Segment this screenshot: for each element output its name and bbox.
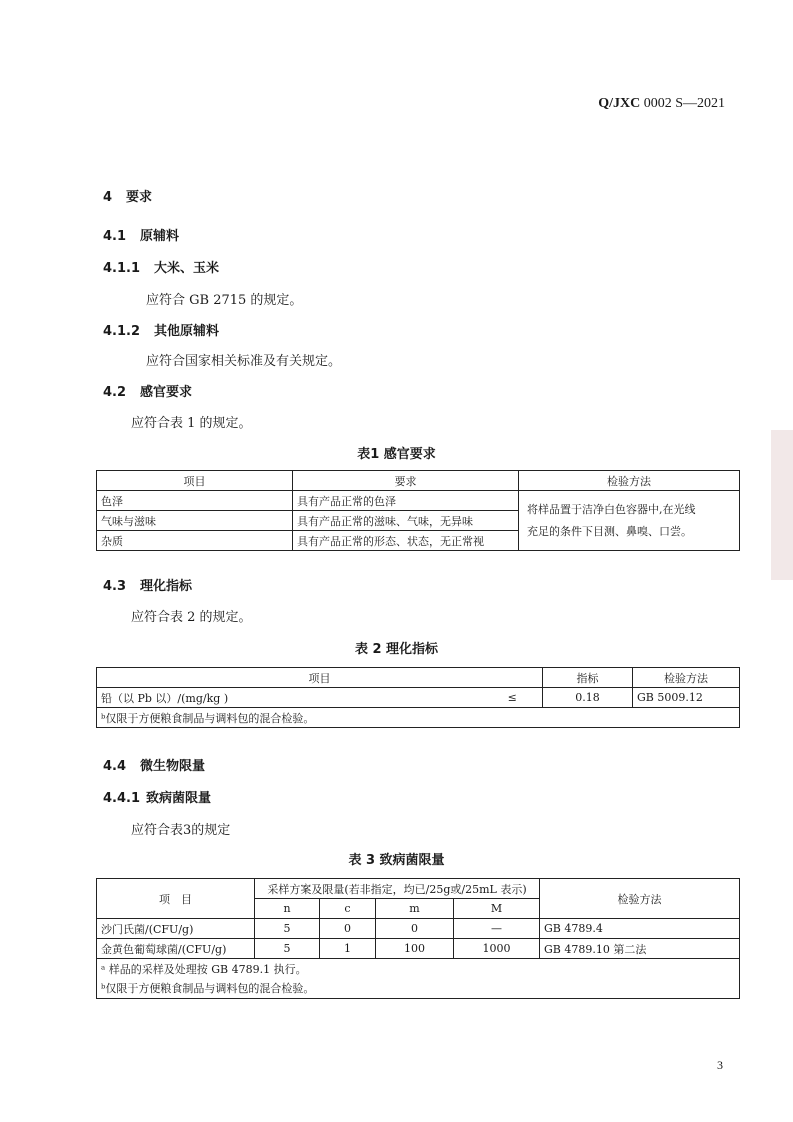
section-4-2-heading: 4.2 感官要求 (103, 385, 193, 400)
table-row (97, 688, 740, 708)
table2-method: GB 5009.12 (632, 688, 739, 708)
table1-cell: 杂质 (97, 531, 293, 551)
section-4-1-heading: 4.1 原辅料 (103, 229, 180, 244)
table2-sign: ≤ (482, 688, 542, 708)
table3-cell: — (454, 919, 540, 939)
table1-cell: 色泽 (97, 491, 293, 511)
section-4-1-1-heading: 4.1.1 大米、玉米 (103, 261, 220, 276)
table3-cell: 100 (376, 939, 454, 959)
table2-header-item: 项目 (97, 668, 543, 688)
table1-method-cell: 将样品置于洁净白色容器中,在光线 充足的条件下目测、鼻嗅、口尝。 (519, 491, 740, 551)
table1-header-method: 检验方法 (519, 471, 740, 491)
table3-cell: 1000 (454, 939, 540, 959)
table3-header-plan: 采样方案及限量(若非指定，均已/25g或/25mL 表示) (255, 879, 540, 899)
section-4-3-heading: 4.3 理化指标 (103, 579, 193, 594)
table3-cell: 0 (376, 919, 454, 939)
section-4-1-2-heading: 4.1.2 其他原辅料 (103, 324, 220, 339)
table3-cell: GB 4789.10 第二法 (540, 939, 740, 959)
table1-cell: 具有产品正常的滋味、气味，无异味 (293, 511, 519, 531)
seal-stamp-edge (771, 430, 793, 580)
table3-sub-n: n (255, 899, 320, 919)
table3-cell: GB 4789.4 (540, 919, 740, 939)
table3-cell: 0 (320, 919, 376, 939)
table1-cell: 具有产品正常的色泽 (293, 491, 519, 511)
page-number: 3 (717, 1058, 723, 1072)
table1-header-requirement: 要求 (293, 471, 519, 491)
document-code: Q/JXC 0002 S—2021 (598, 96, 725, 111)
table1-cell: 具有产品正常的形态、状态，无正常视 (293, 531, 519, 551)
table-row (97, 939, 740, 959)
table3-note-b: ᵇ仅限于方便粮食制品与调料包的混合检验。 (97, 979, 740, 999)
table2 (96, 667, 740, 728)
table2-header-value: 指标 (542, 668, 632, 688)
table3-cell: 金黄色葡萄球菌/(CFU/g) (97, 939, 255, 959)
section-4-2-text: 应符合表 1 的规定。 (131, 416, 252, 431)
table3-caption: 表 3 致病菌限量 (348, 853, 445, 868)
table3-cell: 5 (255, 919, 320, 939)
table3-sub-c: c (320, 899, 376, 919)
table3-sub-M: M (454, 899, 540, 919)
section-4-4-1-heading: 4.4.1 致病菌限量 (103, 791, 212, 806)
table3 (96, 878, 740, 999)
table-row (97, 919, 740, 939)
table2-caption: 表 2 理化指标 (354, 642, 439, 657)
section-4-4-1-text: 应符合表3的规定 (131, 823, 231, 838)
table2-header-method: 检验方法 (632, 668, 739, 688)
table3-sub-m: m (376, 899, 454, 919)
section-4-4-heading: 4.4 微生物限量 (103, 759, 206, 774)
table3-note-a: ᵃ 样品的采样及处理按 GB 4789.1 执行。 (97, 959, 740, 979)
table1 (96, 470, 740, 551)
section-4-1-2-text: 应符合国家相关标准及有关规定。 (146, 354, 342, 369)
table1-cell: 气味与滋味 (97, 511, 293, 531)
table3-header-method: 检验方法 (540, 879, 740, 919)
table3-cell: 1 (320, 939, 376, 959)
table2-value: 0.18 (542, 688, 632, 708)
section-4-1-1-text: 应符合 GB 2715 的规定。 (146, 293, 303, 308)
table3-cell: 5 (255, 939, 320, 959)
table2-note: ᵇ仅限于方便粮食制品与调料包的混合检验。 (97, 708, 740, 728)
table2-item: 铅（以 Pb 以）/(mg/kg ) (97, 688, 483, 708)
section-4-3-text: 应符合表 2 的规定。 (131, 610, 252, 625)
table3-cell: 沙门氏菌/(CFU/g) (97, 919, 255, 939)
table3-header-item: 项 目 (97, 879, 255, 919)
section-4-heading: 4 要求 (103, 190, 153, 205)
table1-caption: 表1 感官要求 (357, 447, 436, 462)
table-row (97, 491, 740, 511)
table1-header-item: 项目 (97, 471, 293, 491)
